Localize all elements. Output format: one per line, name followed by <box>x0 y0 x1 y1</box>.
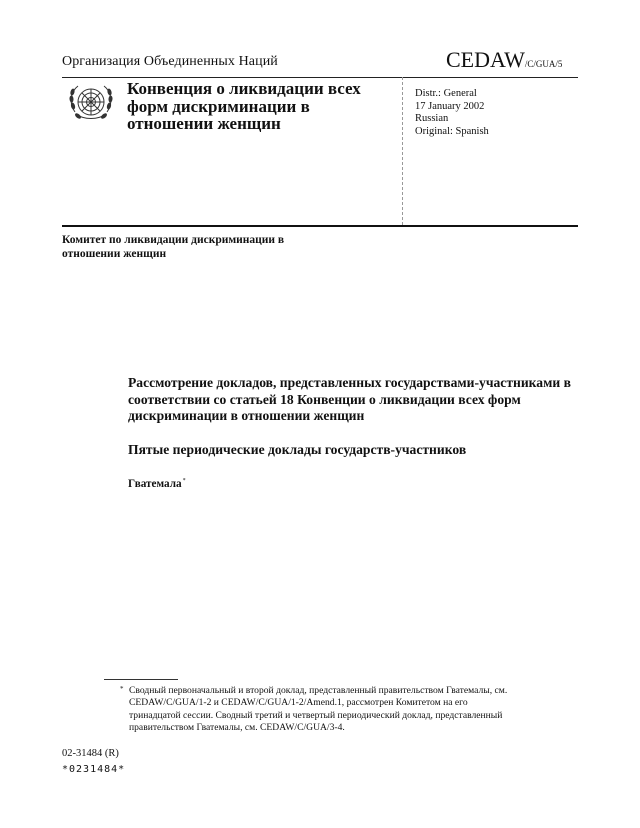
footnote-mark: * <box>120 685 124 693</box>
header-rule <box>62 77 578 78</box>
distr-line: Distr.: General <box>415 88 477 99</box>
organization-name: Организация Объединенных Наций <box>62 54 278 69</box>
header-column-divider <box>402 77 403 225</box>
footnote-text: Сводный первоначальный и второй доклад, представленный правительством Гватемалы, см. CEDAW/C/GUA/1-2 и CEDAW/C/GUA/1-2/Amend.1, рассмотрен Комитетом на его тринадцатой сессии. Сводный третий и четвертый периодический доклад, представленный правительством Гватемалы, см. CEDAW/C/GUA/3-4. <box>129 685 508 733</box>
date-line: 17 January 2002 <box>415 100 485 112</box>
language-line: Russian <box>415 113 449 124</box>
distribution-block <box>415 88 489 138</box>
footnote-separator <box>104 679 178 680</box>
document-number: 02-31484 (R) <box>62 748 119 759</box>
symbol-suffix: /C/GUA/5 <box>524 59 563 69</box>
un-emblem-icon <box>65 80 117 128</box>
footnote-reference: * <box>182 478 186 484</box>
main-title: Рассмотрение докладов, представленных государствами-участниками в соответствии со статьей 18 Конвенции о ликвидации всех форм дискриминации в отношении женщин <box>128 375 571 423</box>
original-language-line: Original: Spanish <box>415 125 489 137</box>
convention-title: Конвенция о ликвидации всех форм дискриминации в отношении женщин <box>127 79 361 133</box>
document-symbol <box>446 47 562 73</box>
country-name: Гватемала <box>128 478 182 490</box>
symbol-main: CEDAW <box>446 47 525 72</box>
header-bottom-rule <box>62 225 578 227</box>
subtitle: Пятые периодические доклады государств-участников <box>128 442 467 457</box>
committee-name: Комитет по ликвидации дискриминации в отношении женщин <box>62 234 285 260</box>
barcode-text: *0231484* <box>62 764 126 775</box>
country-heading <box>128 478 186 490</box>
